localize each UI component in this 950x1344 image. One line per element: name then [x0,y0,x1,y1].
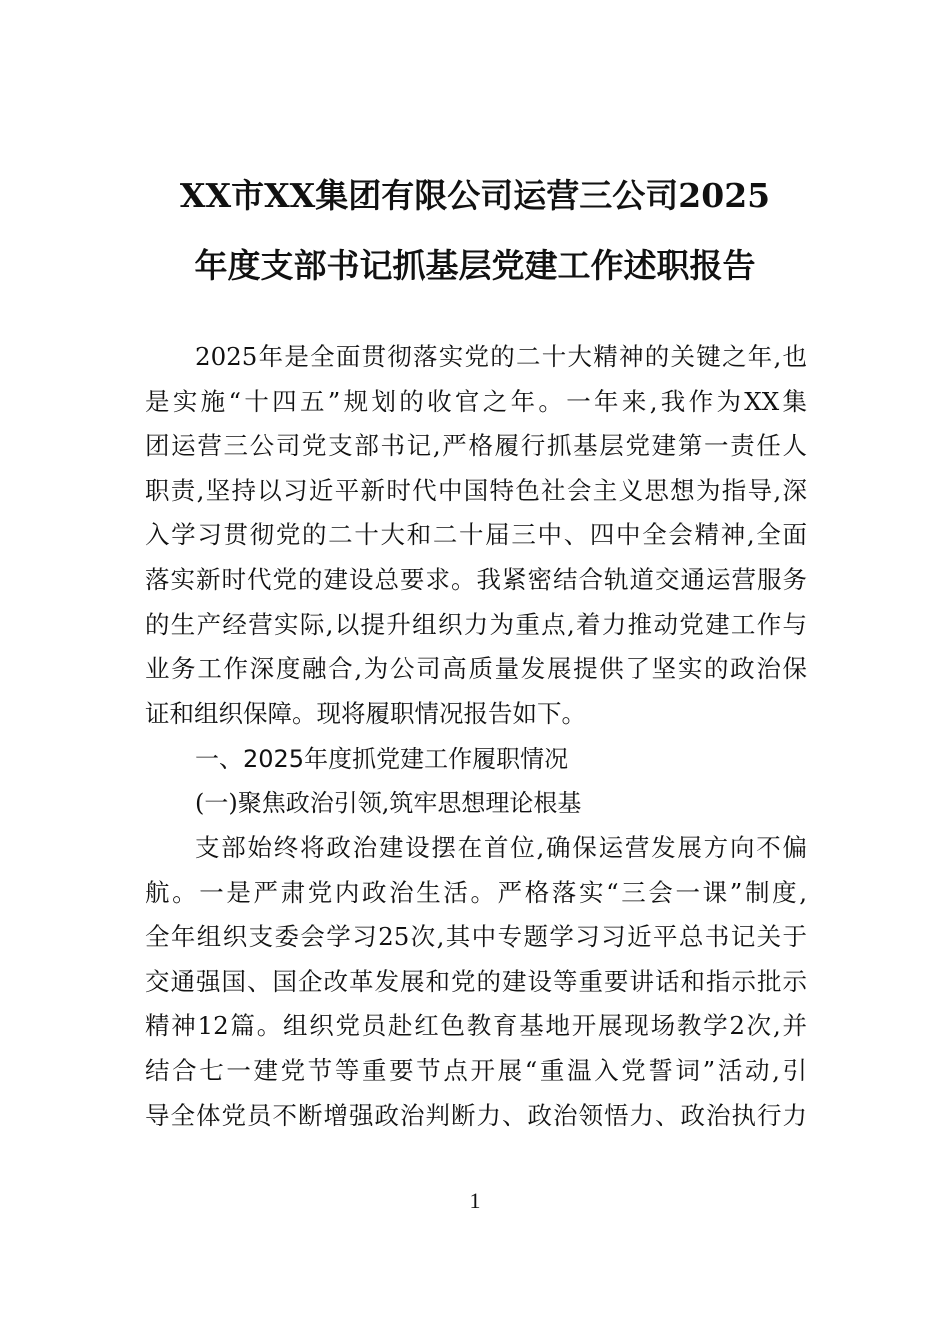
paragraph-line: 证和组织保障。现将履职情况报告如下。 [145,699,586,728]
subsection-heading: (一)聚焦政治引领,筑牢思想理论根基 [195,789,582,817]
section-heading: 一、2025年度抓党建工作履职情况 [195,745,569,773]
paragraph-line: 支部始终将政治建设摆在首位,确保运营发展方向不偏 [195,833,807,862]
paragraph-line: 是实施“十四五”规划的收官之年。一年来,我作为XX集 [145,387,807,416]
paragraph-line: 团运营三公司党支部书记,严格履行抓基层党建第一责任人 [145,431,807,460]
paragraph-line: 业务工作深度融合,为公司高质量发展提供了坚实的政治保 [145,654,807,683]
paragraph-line: 的生产经营实际,以提升组织力为重点,着力推动党建工作与 [145,610,807,639]
paragraph-line: 航。一是严肃党内政治生活。严格落实“三会一课”制度, [145,878,807,907]
paragraph-line: 职责,坚持以习近平新时代中国特色社会主义思想为指导,深 [145,476,807,505]
document-title-line-1: XX市XX集团有限公司运营三公司2025 [179,176,771,215]
paragraph-line: 交通强国、国企改革发展和党的建设等重要讲话和指示批示 [145,967,807,996]
document-title-line-2: 年度支部书记抓基层党建工作述职报告 [194,246,756,285]
page-number: 1 [469,1188,481,1213]
paragraph-line: 导全体党员不断增强政治判断力、政治领悟力、政治执行力 [145,1101,807,1130]
paragraph-line: 精神12篇。组织党员赴红色教育基地开展现场教学2次,并 [145,1011,807,1040]
paragraph-line: 落实新时代党的建设总要求。我紧密结合轨道交通运营服务 [145,565,807,594]
paragraph-line: 结合七一建党节等重要节点开展“重温入党誓词”活动,引 [145,1056,807,1085]
paragraph-line: 2025年是全面贯彻落实党的二十大精神的关键之年,也 [195,342,807,371]
paragraph-line: 全年组织支委会学习25次,其中专题学习习近平总书记关于 [145,922,807,951]
paragraph-line: 入学习贯彻党的二十大和二十届三中、四中全会精神,全面 [145,520,807,549]
